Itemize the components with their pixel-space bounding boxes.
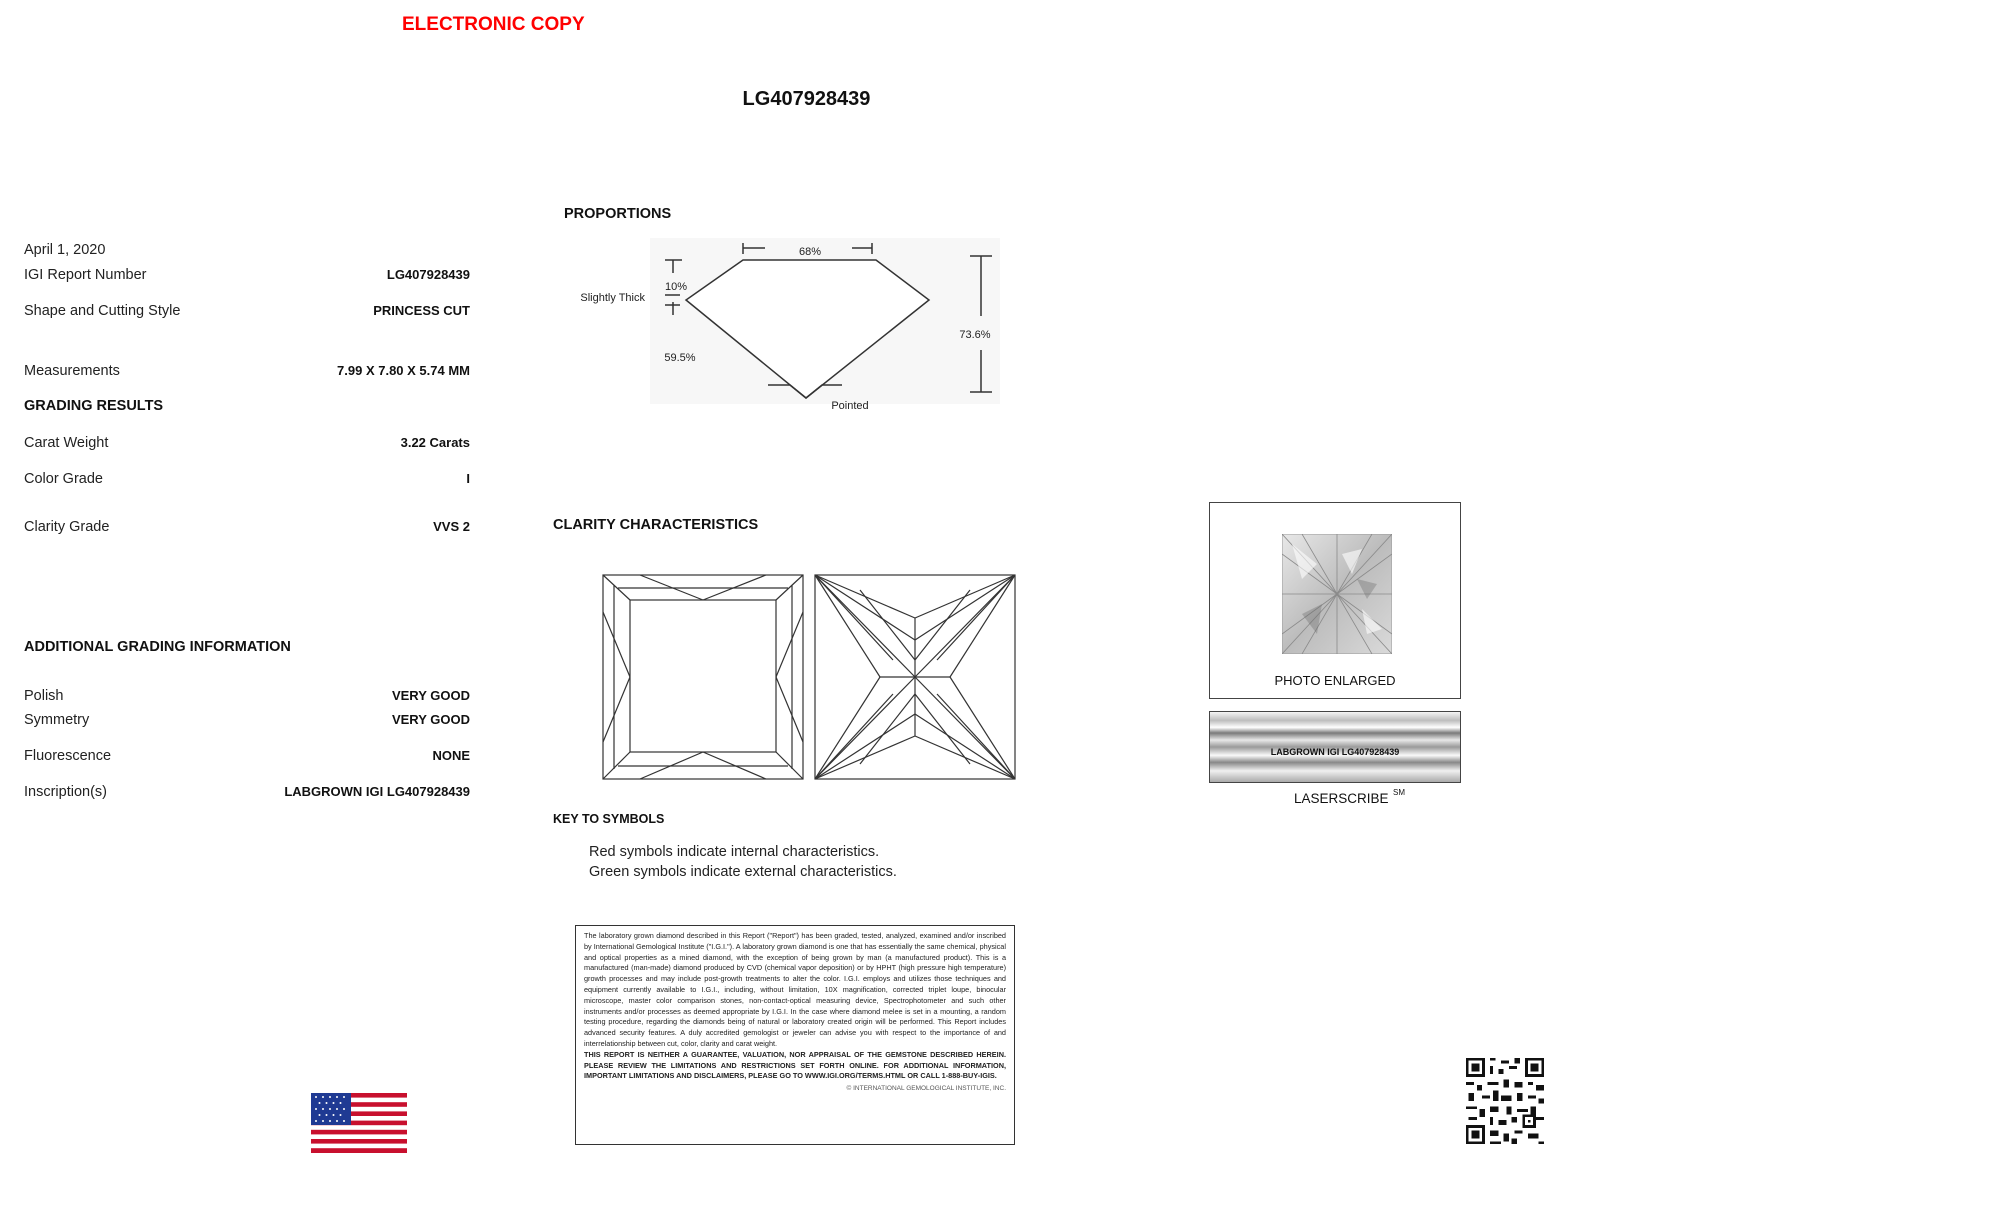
disclaimer-box	[575, 925, 1015, 1145]
detail-label: Shape and Cutting Style	[24, 303, 181, 319]
key-to-symbols-heading: KEY TO SYMBOLS	[553, 812, 665, 826]
additional-value: LABGROWN IGI LG407928439	[284, 784, 470, 799]
detail-row-report-number	[24, 267, 470, 291]
grading-row-clarity	[24, 519, 470, 543]
proportions-heading: PROPORTIONS	[564, 206, 672, 222]
grading-value: VVS 2	[433, 519, 470, 534]
laserscribe-inscription: LABGROWN IGI LG407928439	[1270, 747, 1400, 757]
photo-enlarged-caption: PHOTO ENLARGED	[1274, 673, 1396, 688]
additional-row-inscription	[24, 784, 470, 808]
copyright-text: © INTERNATIONAL GEMOLOGICAL INSTITUTE, INC.	[846, 1085, 1006, 1093]
detail-value: 7.99 X 7.80 X 5.74 MM	[337, 363, 470, 378]
laserscribe-image	[1209, 711, 1461, 783]
detail-row-measurements	[24, 363, 470, 387]
crown-percent: 10%	[664, 281, 688, 293]
additional-row-polish	[24, 688, 470, 712]
grading-row-carat	[24, 435, 470, 459]
additional-value: NONE	[432, 748, 470, 763]
table-percent: 68%	[798, 246, 822, 258]
detail-value: PRINCESS CUT	[373, 303, 470, 318]
key-red-note: Red symbols indicate internal characteristics.	[589, 844, 880, 860]
additional-label: Fluorescence	[24, 748, 112, 764]
additional-value: VERY GOOD	[391, 688, 470, 703]
additional-row-symmetry	[24, 712, 470, 736]
grading-label: Clarity Grade	[24, 519, 110, 535]
key-green-note: Green symbols indicate external characteristics.	[589, 864, 897, 880]
us-flag-icon	[311, 1093, 407, 1153]
report-number-title: LG407928439	[742, 88, 871, 110]
diamond-photo	[1282, 534, 1392, 654]
clarity-heading: CLARITY CHARACTERISTICS	[553, 517, 759, 533]
disclaimer-text: The laboratory grown diamond described in this Report ("Report") has been graded, tested, analyzed, examined and/or inscribed by International Gemological Institute ("I.G.I."). A laboratory grown diamond is one that has essentially the same chemical, physical and optical properties as a mined diamond, with the exception of being grown by man (a manufactured product). This is a manufactured (man-made) diamond produced by CVD (chemical vapor deposition) or by HPHT (high pressure high temperature) growth processes and may include post-growth treatments to alter the color. I.G.I. employs and utilizes those techniques and equipment currently available to I.G.I., including, without limitation, 10X magnification, corrected triplet loupe, binocular microscope, master color comparison stones, non-contact-optical measuring device, Spectrophotometer and such other instruments and/or processes as deemed appropriate by I.G.I. In the case where diamond melee is set in a mounting, a random testing procedure, regarding the diamonds being of natural or laboratory created origin will be performed. This Report includes advanced security features. A duly accredited gemologist or jeweler can advise you with respect to the importance of and interrelationship between cut, color, clarity and carat weight.	[584, 931, 1006, 1048]
pavilion-percent: 59.5%	[664, 352, 696, 364]
additional-grading-heading: ADDITIONAL GRADING INFORMATION	[24, 639, 291, 655]
additional-row-fluorescence	[24, 748, 470, 772]
disclaimer-bold-text: THIS REPORT IS NEITHER A GUARANTEE, VALUATION, NOR APPRAISAL OF THE GEMSTONE DESCRIBED HEREIN. PLEASE REVIEW THE LIMITATIONS AND RESTRICTIONS SET FORTH ONLINE. FOR ADDITIONAL INFORMATION, IMPORTANT LIMITATIONS AND DISCLAIMERS, PLEASE GO TO WWW.IGI.ORG/TERMS.HTML OR CALL 1-888-BUY-IGIS.	[584, 1049, 1006, 1081]
grading-label: Carat Weight	[24, 435, 109, 451]
laserscribe-caption: LASERSCRIBE	[1294, 791, 1389, 806]
depth-percent: 73.6%	[959, 329, 991, 341]
additional-value: VERY GOOD	[391, 712, 470, 727]
culet-label: Pointed	[831, 400, 869, 412]
additional-label: Inscription(s)	[24, 784, 107, 800]
detail-row-shape	[24, 303, 470, 327]
electronic-copy-label: ELECTRONIC COPY	[402, 14, 585, 35]
proportions-diagram	[570, 232, 1010, 422]
report-date: April 1, 2020	[24, 242, 106, 258]
service-mark: SM	[1393, 788, 1405, 797]
clarity-plot-diagram	[600, 572, 1018, 784]
detail-label: IGI Report Number	[24, 267, 147, 283]
grading-results-heading: GRADING RESULTS	[24, 398, 164, 414]
additional-label: Polish	[24, 688, 64, 704]
grading-row-color	[24, 471, 470, 495]
detail-label: Measurements	[24, 363, 120, 379]
grading-value: 3.22 Carats	[400, 435, 470, 450]
girdle-label: Slightly Thick	[580, 292, 645, 304]
additional-label: Symmetry	[24, 712, 90, 728]
photo-enlarged-box	[1209, 502, 1461, 699]
grading-value: I	[466, 471, 470, 486]
detail-value: LG407928439	[386, 267, 470, 282]
qr-code-icon[interactable]	[1466, 1058, 1544, 1144]
grading-label: Color Grade	[24, 471, 103, 487]
